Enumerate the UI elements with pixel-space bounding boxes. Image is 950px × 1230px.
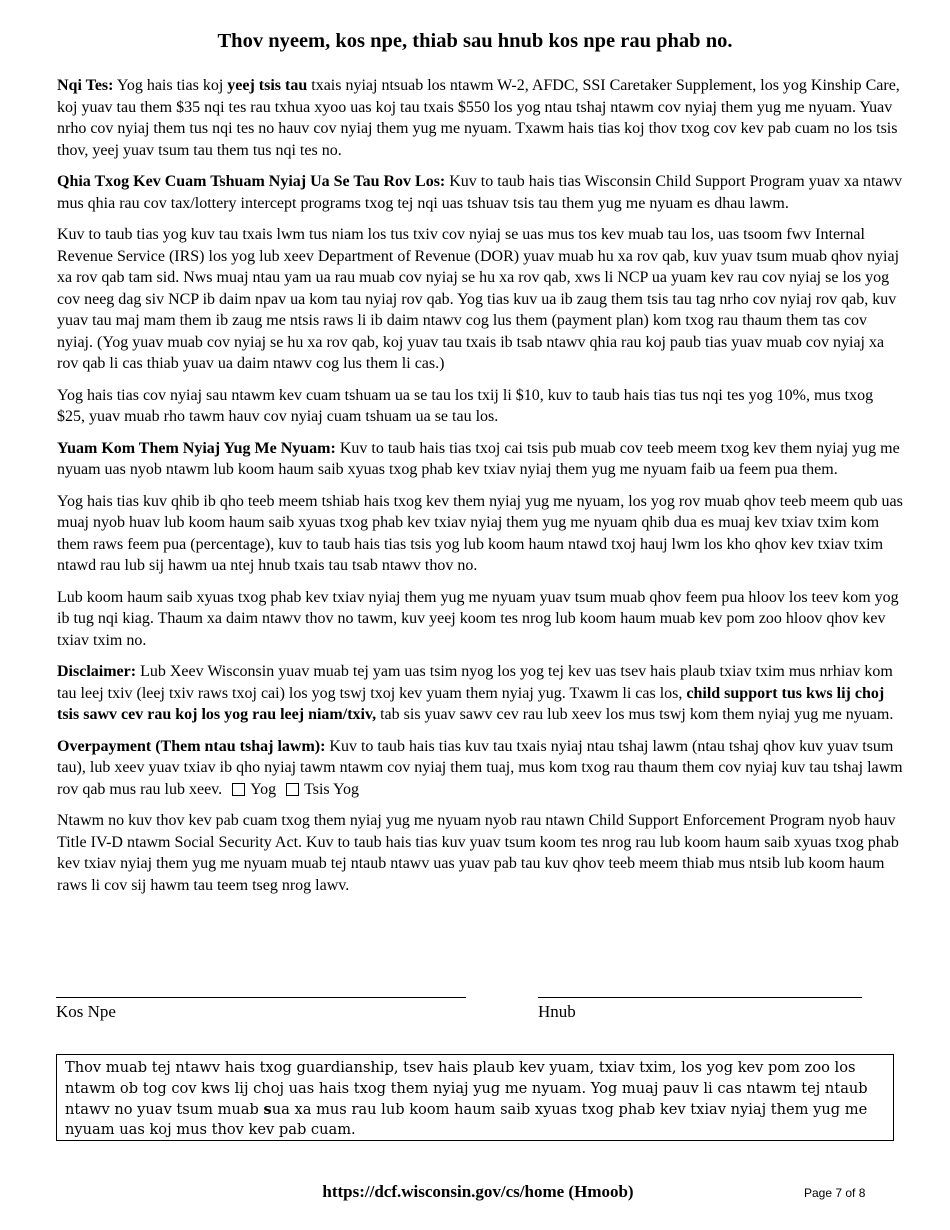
fee-paragraph: Nqi Tes: Yog hais tias koj yeej tsis tau txais nyiaj ntsuab los ntawm W-2, AFDC, SSI Caretaker Supplement, los yog Kinship Care, koj yuav tau them $35 nqi tes rau txhua xyoo uas koj tau txais $550 los yog ntau tshaj ntawm cov nyiaj them yug me nyuam. Yuav nrho cov nyiaj them tus nqi tes no hauv cov nyiaj them yug me nyuam. Txawm hais tias koj thov txog cov kev pab cuam no los tsis thov, yeej yuav tsum tau them tus nqi tes no. bbox=[57, 77, 900, 159]
date-label: Hnub bbox=[538, 1002, 576, 1021]
form-body bbox=[57, 75, 905, 906]
overpayment-heading: Overpayment (Them ntau tshaj lawm): bbox=[57, 737, 326, 755]
enforcement-heading: Yuam Kom Them Nyiaj Yug Me Nyuam: bbox=[57, 439, 336, 457]
yes-checkbox[interactable] bbox=[232, 783, 245, 796]
no-label: Tsis Yog bbox=[304, 780, 360, 798]
documents-notice-box: Thov muab tej ntawv hais txog guardianship, tsev hais plaub kev yuam, txiav txim, los yog kev pom zoo los ntawm ob tog cov kws lij choj uas hais txog them nyiaj yug me nyuam. Yog muaj pauv li cas ntawm tej ntaub ntawv no yuav tsum muab sua xa mus rau lub koom haum saib xyuas txog phab kev txiav nyiaj them yug me nyuam uas koj mus thov kev pab cuam. bbox=[56, 1054, 894, 1141]
tax-refund-paragraph: Kuv to taub tias yog kuv tau txais lwm tus niam los tus txiv cov nyiaj se uas mus tos kev muab tau los, uas tsoom fwv Internal Revenue Service (IRS) los yog lub xeev Department of Revenue (DOR) yuav muab hu xa rov qab, kuv yuav tsum muab qhov nyiaj xa rov qab tam sid. Nws muaj ntau yam ua rau muab cov nyiaj se hu xa rov qab, xws li NCP ua yuam kev rau cov nyiaj se los yog cov neeg dag siv NCP ib daim npav ua kom tau nyiaj rov qab. Yog tias kuv ua ib zaug them tsis tau tag nrho cov nyiaj rov qab, kuv yuav tau maj mam them ib zaug me ntsis raws li ib daim ntawv cog lus them (payment plan) kom txog rau thaum them tas cov nyiaj. (Yog yuav muab cov nyiaj se hu xa rov qab, koj yuav tau txais ib tsab ntawv qhia rau koj paub tias yuav muab cov nyiaj xa rov qab li cas thiab yuav ua daim ntawv cog lus them li cas.) bbox=[57, 226, 900, 372]
tax-intercept-paragraph: Qhia Txog Kev Cuam Tshuam Nyiaj Ua Se Tau Rov Los: Kuv to taub hais tias Wisconsin Child Support Program yuav xa ntawv mus qhia rau cov tax/lottery intercept programs txog tej nqi uas tshuav tsis tau them yug me nyuam es dhau lawm. bbox=[57, 173, 903, 212]
fee-heading: Nqi Tes: bbox=[57, 77, 114, 94]
enforcement-paragraph: Yuam Kom Them Nyiaj Yug Me Nyuam: Kuv to taub hais tias txoj cai tsis pub muab cov teeb meem txog kev them nyiaj yug me nyuam uas nyob ntawm lub koom haum saib xyuas txog phab kev txiav nyiaj them yug me nyuam faib ua feem pua them. bbox=[57, 439, 900, 478]
disclaimer-heading: Disclaimer: bbox=[57, 663, 137, 680]
page-number: Page 7 of 8 bbox=[804, 1186, 866, 1200]
footer-url: https://dcf.wisconsin.gov/cs/home (Hmoob) bbox=[322, 1182, 634, 1201]
tax-intercept-heading: Qhia Txog Kev Cuam Tshuam Nyiaj Ua Se Tau Rov Los: bbox=[57, 173, 446, 190]
overpayment-paragraph: Overpayment (Them ntau tshaj lawm): Kuv to taub hais tias kuv tau txais nyiaj ntau tshaj lawm (ntau tshaj qhov kuv yuav tsum tau), lub xeev yuav txiav ib qho nyiaj tawm ntawm cov nyiaj them tuaj, mus kom txog rau thaum them cov nyiaj kuv tau tshaj lawm rov qab mus rau lub xeev. Yog Tsis Yog bbox=[57, 737, 903, 798]
page-title: Thov nyeem, kos npe, thiab sau hnub kos npe rau phab no. bbox=[217, 30, 733, 52]
application-paragraph: Ntawm no kuv thov kev pab cuam txog them nyiaj yug me nyuam nyob rau ntawn Child Support Enforcement Program nyob hauv Title IV-D ntawm Social Security Act. Kuv to taub hais tias kuv yuav tsum koom tes nrog rau lub koom haum saib xyuas txog phab kev txiav nyiaj them yug me nyuam muab tej ntaub ntawv uas yuav pab tau kuv qhov teeb meem thiab mus ntsib lub koom haum raws li cov sij hawm tau teem tseg nrog lawv. bbox=[57, 812, 899, 894]
signature-label: Kos Npe bbox=[56, 1002, 116, 1021]
no-checkbox[interactable] bbox=[286, 783, 299, 796]
intercept-fee-paragraph: Yog hais tias cov nyiaj sau ntawm kev cuam tshuam ua se tau los txij li $10, kuv to taub hais tias tus nqi tes yog 10%, mus txog $25, yuav muab rho tawm hauv cov nyiaj cuam tshuam ua se tau los. bbox=[57, 386, 874, 425]
date-line[interactable] bbox=[538, 997, 862, 998]
percentage-order-paragraph: Yog hais tias kuv qhib ib qho teeb meem tshiab hais txog kev them nyiaj yug me nyuam, los yog rov muab qhov teeb meem qub uas muaj nyob huav lub koom haum saib xyuas txog phab kev txiav nyiaj them yug me nyuam qhib dua es muaj kev txiav txim kom them raws feem pua (percentage), kuv to taub hais tias tsis yog lub koom haum ntawd txoj hauj lwm los kho qhov kev txiav txim ntawd rau lub sij hawm ua ntej hnub txais tau tsab ntawv thov no. bbox=[57, 492, 903, 574]
signature-line[interactable] bbox=[56, 997, 466, 998]
yes-label: Yog bbox=[250, 780, 277, 798]
disclaimer-paragraph: Disclaimer: Lub Xeev Wisconsin yuav muab tej yam uas tsim nyog los yog tej kev uas tsev hais plaub txiav txim mus nrhiav kom tau leej txiv (leej txiv raws txoj cai) los yog tswj txoj kev yuam them nyiaj yug. Txawm li cas los, child support tus kws lij choj tsis sawv cev rau koj los yog rau leej niam/txiv, tab sis yuav sawv cev rau lub xeev los mus tswj kom them nyiaj yug me nyuam. bbox=[57, 663, 894, 723]
fixed-amount-paragraph: Lub koom haum saib xyuas txog phab kev txiav nyiaj them yug me nyuam yuav tsum muab qhov feem pua hloov los teev kom yog ib tug nqi kiag. Thaum xa daim ntawv thov no tawm, kuv yeej koom tes nrog lub koom haum muab kev pom zoo hloov qhov kev txiav txim no. bbox=[57, 588, 899, 649]
